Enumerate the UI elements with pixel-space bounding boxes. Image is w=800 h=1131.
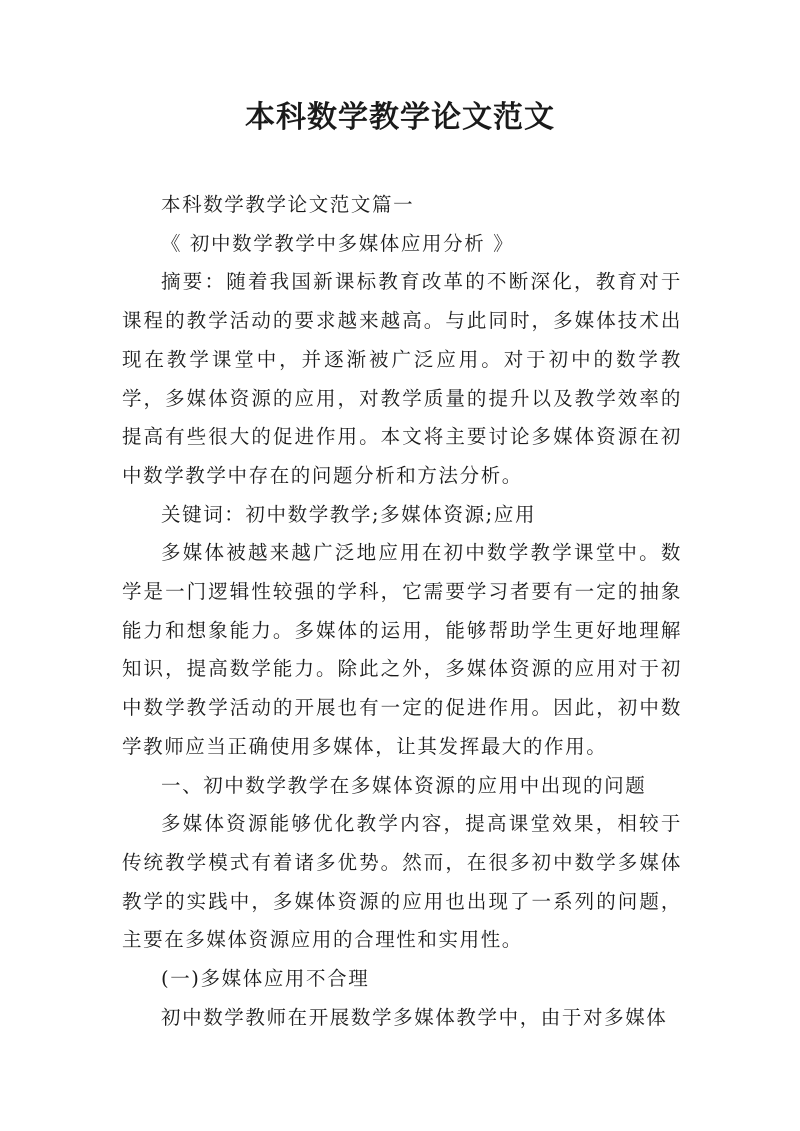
article-title: 《 初中数学教学中多媒体应用分析 》 xyxy=(161,231,515,255)
section-heading: 一、初中数学教学在多媒体资源的应用中出现的问题 xyxy=(161,773,647,797)
section-heading: 本科数学教学论文范文篇一 xyxy=(161,193,415,216)
document-title: 本科数学教学论文范文 xyxy=(245,100,555,135)
document-body xyxy=(122,186,682,1037)
abstract-paragraph: 摘要：随着我国新课标教育改革的不断深化，教育对于课程的教学活动的要求越来越高。与此同时，多媒体技术出现在教学课堂中，并逐渐被广泛应用。对于初中的数学教学，多媒体资源的应用，对教学质量的提升以及教学效率的提高有些很大的促进作用。本文将主要讨论多媒体资源在初中数学教学中存在的问题分析和方法分析。 xyxy=(122,270,682,487)
body-paragraph: 多媒体资源能够优化教学内容，提高课堂效果，相较于传统教学模式有着诸多优势。然而，在很多初中数学多媒体教学的实践中，多媒体资源的应用也出现了一系列的问题，主要在多媒体资源应用的合理性和实用性。 xyxy=(122,812,682,952)
body-paragraph: 多媒体被越来越广泛地应用在初中数学教学课堂中。数学是一门逻辑性较强的学科，它需要学习者要有一定的抽象能力和想象能力。多媒体的运用，能够帮助学生更好地理解知识，提高数学能力。除此之外，多媒体资源的应用对于初中数学教学活动的开展也有一定的促进作用。因此，初中数学教师应当正确使用多媒体，让其发挥最大的作用。 xyxy=(122,541,682,758)
keywords-paragraph: 关键词：初中数学教学;多媒体资源;应用 xyxy=(161,502,537,526)
body-paragraph: 初中数学教师在开展数学多媒体教学中，由于对多媒体 xyxy=(161,1005,668,1029)
subsection-heading: (一)多媒体应用不合理 xyxy=(161,967,370,991)
